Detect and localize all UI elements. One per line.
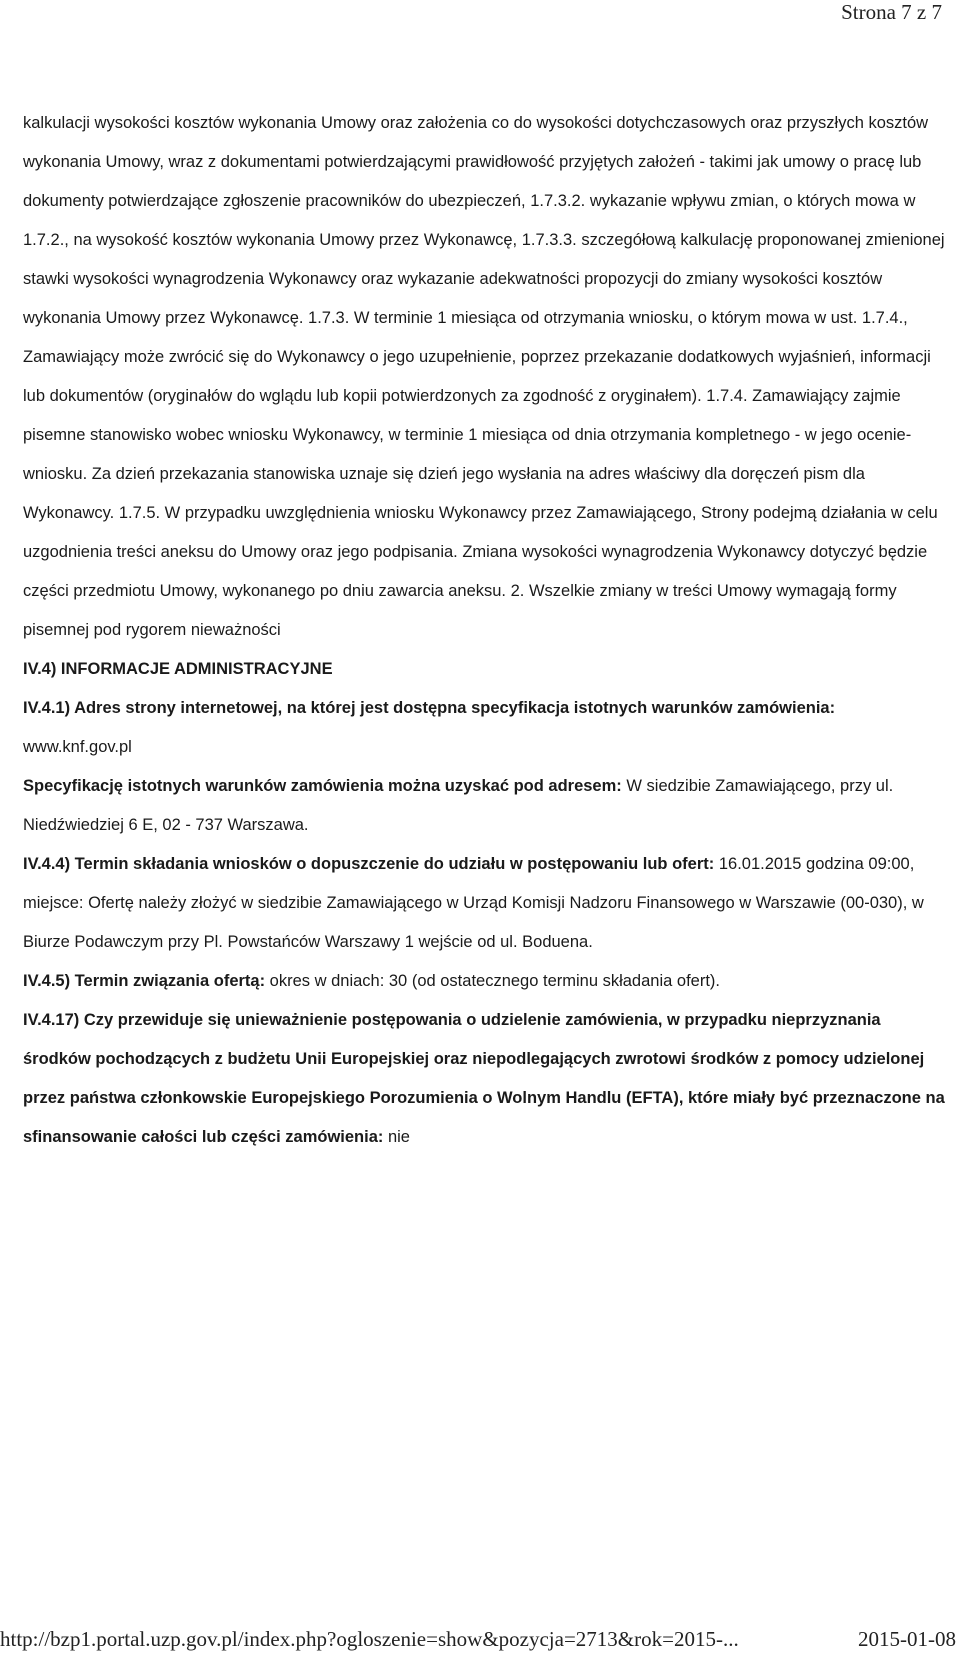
item-iv-4-17-label: IV.4.17) Czy przewiduje się unieważnienie postępowania o udzielenie zamówienia, w przypadku nieprzyznania środków pochodzących z budżetu Unii Europejskiej oraz niepodlegających zwrotowi środków z pomocy udzielonej przez państwa członkowskie Europejskiego Porozumienia o Wolnym Handlu (EFTA), które miały być przeznaczone na sfinansowanie całości lub części zamówienia: [23, 1011, 945, 1146]
item-iv-4-5 [23, 962, 948, 1001]
footer-date: 2015-01-08 [858, 1627, 956, 1651]
page-footer [0, 1624, 960, 1654]
section-title-text: IV.4) INFORMACJE ADMINISTRACYJNE [23, 660, 333, 678]
item-iv-4-1-value: www.knf.gov.pl [23, 738, 132, 756]
item-iv-4-4-value: 16.01.2015 godzina 09:00, miejsce: Ofertę należy złożyć w siedzibie Zamawiającego w Urząd Komisji Nadzoru Finansowego w Warszawie (00-030), w Biurze Podawczym przy Pl. Powstańców Warszawy 1 wejście od ul. Boduena. [23, 855, 924, 951]
section-title-admin-info [23, 650, 948, 689]
item-iv-4-17-value: nie [383, 1128, 410, 1146]
item-siwz-address [23, 767, 948, 845]
item-siwz-label: Specyfikację istotnych warunków zamówienia można uzyskać pod adresem: [23, 777, 622, 795]
item-iv-4-5-label: IV.4.5) Termin związania ofertą: [23, 972, 266, 990]
item-iv-4-4-label: IV.4.4) Termin składania wniosków o dopuszczenie do udziału w postępowaniu lub ofert: [23, 855, 715, 873]
item-iv-4-1-label: IV.4.1) Adres strony internetowej, na której jest dostępna specyfikacja istotnych warunków zamówienia: [23, 699, 836, 717]
item-iv-4-5-value: okres w dniach: 30 (od ostatecznego terminu składania ofert). [265, 972, 720, 990]
page-number-header: Strona 7 z 7 [841, 0, 942, 24]
item-iv-4-4 [23, 845, 948, 962]
item-iv-4-1 [23, 689, 948, 767]
item-siwz-value: W siedzibie Zamawiającego, przy ul. Niedźwiedziej 6 E, 02 - 737 Warszawa. [23, 777, 894, 834]
item-iv-4-17 [23, 1001, 948, 1157]
footer-url: http://bzp1.portal.uzp.gov.pl/index.php?ogloszenie=show&pozycja=2713&rok=2015-... [0, 1627, 739, 1651]
document-body [23, 104, 948, 1157]
contract-changes-paragraph: kalkulacji wysokości kosztów wykonania Umowy oraz założenia co do wysokości dotychczasowych oraz przyszłych kosztów wykonania Umowy, wraz z dokumentami potwierdzającymi prawidłowość przyjętych założeń - takimi jak umowy o pracę lub dokumenty potwierdzające zgłoszenie pracowników do ubezpieczeń, 1.7.3.2. wykazanie wpływu zmian, o których mowa w 1.7.2., na wysokość kosztów wykonania Umowy przez Wykonawcę, 1.7.3.3. szczegółową kalkulację proponowanej zmienionej stawki wysokości wynagrodzenia Wykonawcy oraz wykazanie adekwatności propozycji do zmiany wysokości kosztów wykonania Umowy przez Wykonawcę. 1.7.3. W terminie 1 miesiąca od otrzymania wniosku, o którym mowa w ust. 1.7.4., Zamawiający może zwrócić się do Wykonawcy o jego uzupełnienie, poprzez przekazanie dodatkowych wyjaśnień, informacji lub dokumentów (oryginałów do wglądu lub kopii potwierdzonych za zgodność z oryginałem). 1.7.4. Zamawiający zajmie pisemne stanowisko wobec wniosku Wykonawcy, w terminie 1 miesiąca od dnia otrzymania kompletnego - w jego ocenie- wniosku. Za dzień przekazania stanowiska uznaje się dzień jego wysłania na adres właściwy dla doręczeń pism dla Wykonawcy. 1.7.5. W przypadku uwzględnienia wniosku Wykonawcy przez Zamawiającego, Strony podejmą działania w celu uzgodnienia treści aneksu do Umowy oraz jego podpisania. Zmiana wysokości wynagrodzenia Wykonawcy dotyczyć będzie części przedmiotu Umowy, wykonanego po dniu zawarcia aneksu. 2. Wszelkie zmiany w treści Umowy wymagają formy pisemnej pod rygorem nieważności [23, 114, 945, 639]
